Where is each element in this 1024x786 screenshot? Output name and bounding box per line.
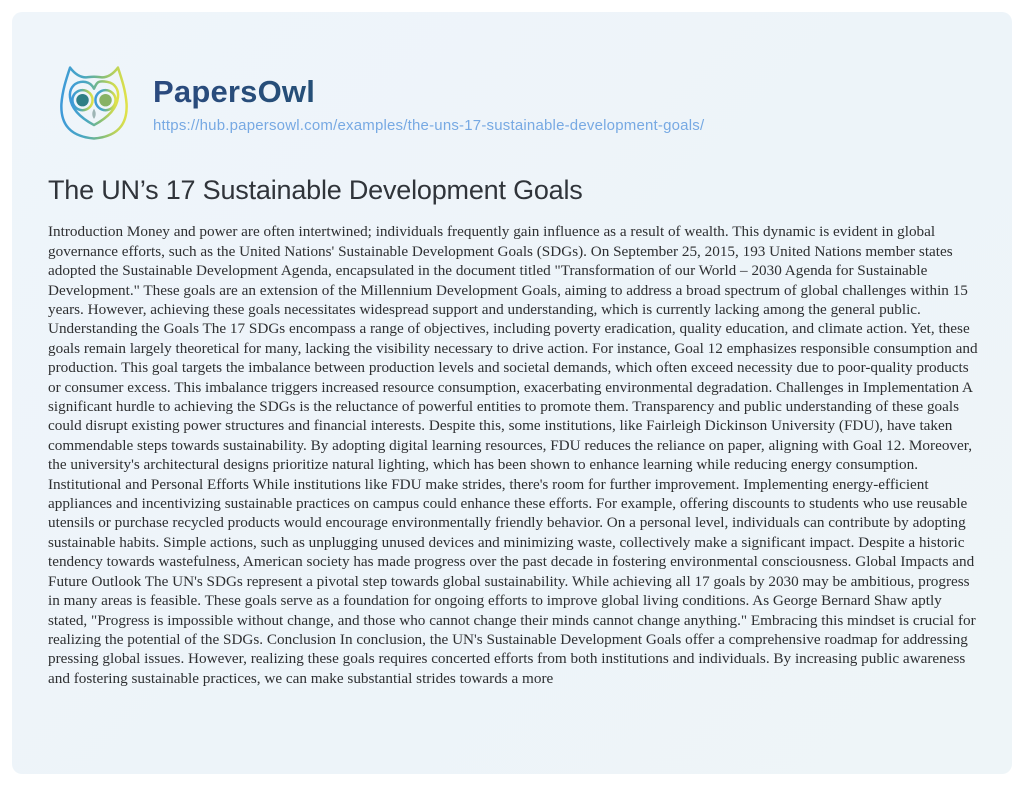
article-title: The UN’s 17 Sustainable Development Goals bbox=[48, 175, 583, 205]
owl-logo-icon bbox=[48, 58, 140, 150]
brand-name: PapersOwl bbox=[153, 74, 704, 110]
page-url-link[interactable]: https://hub.papersowl.com/examples/the-uns-17-sustainable-development-goals/ bbox=[153, 117, 705, 135]
brand-block bbox=[153, 74, 704, 135]
page-panel bbox=[12, 12, 1012, 774]
page-content bbox=[12, 12, 1012, 688]
site-header bbox=[48, 58, 978, 150]
article-body: Introduction Money and power are often intertwined; individuals frequently gain influence as a result of wealth. This dynamic is evident in global governance efforts, such as the United Nations' Sustainable Development Goals (SDGs). On September 25, 2015, 193 United Nations member states adopted the Sustainable Development Agenda, encapsulated in the document titled "Transformation of our World – 2030 Agenda for Sustainable Development." These goals are an extension of the Millennium Development Goals, aiming to address a broad spectrum of global challenges within 15 years. However, achieving these goals necessitates widespread support and understanding, which is currently lacking among the general public. Understanding the Goals The 17 SDGs encompass a range of objectives, including poverty eradication, quality education, and climate action. Yet, these goals remain largely theoretical for many, lacking the visibility necessary to drive action. For instance, Goal 12 emphasizes responsible consumption and production. This goal targets the imbalance between production levels and societal demands, which often exceed necessity due to poor-quality products or consumer excess. This imbalance triggers increased resource consumption, exacerbating environmental degradation. Challenges in Implementation A significant hurdle to achieving the SDGs is the reluctance of powerful entities to promote them. Transparency and public understanding of these goals could disrupt existing power structures and financial interests. Despite this, some institutions, like Fairleigh Dickinson University (FDU), have taken commendable steps towards sustainability. By adopting digital learning resources, FDU reduces the reliance on paper, aligning with Goal 12. Moreover, the university's architectural designs prioritize natural lighting, which has been shown to enhance learning while reducing energy consumption. Institutional and Personal Efforts While institutions like FDU make strides, there's room for further improvement. Implementing energy-efficient appliances and incentivizing sustainable practices on campus could enhance these efforts. For example, offering discounts to students who use reusable utensils or purchase recycled products would encourage environmentally friendly behavior. On a personal level, individuals can contribute by adopting sustainable habits. Simple actions, such as unplugging unused devices and minimizing waste, collectively make a significant impact. Despite a historic tendency towards wastefulness, American society has made progress over the past decade in fostering environmental consciousness. Global Impacts and Future Outlook The UN's SDGs represent a pivotal step towards global sustainability. While achieving all 17 goals by 2030 may be ambitious, progress in many areas is feasible. These goals serve as a foundation for ongoing efforts to improve global living conditions. As George Bernard Shaw aptly stated, "Progress is impossible without change, and those who cannot change their minds cannot change anything." Embracing this mindset is crucial for realizing the potential of the SDGs. Conclusion In conclusion, the UN's Sustainable Development Goals offer a comprehensive roadmap for addressing pressing global issues. However, realizing these goals requires concerted efforts from both institutions and individuals. By increasing public awareness and fostering sustainable practices, we can make substantial strides towards a more bbox=[48, 223, 978, 687]
